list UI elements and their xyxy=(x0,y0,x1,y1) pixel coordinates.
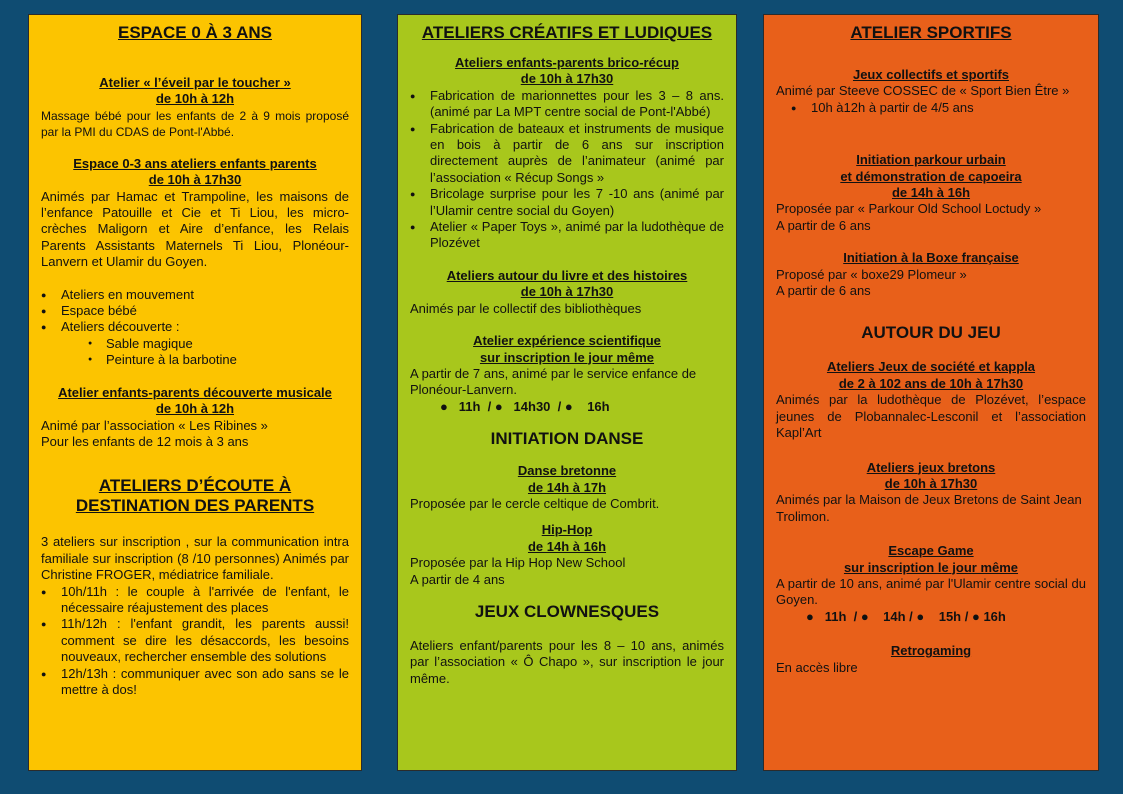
list-item: ● 11h/12h : l'enfant grandit, les parents aussi! comment se dire les désaccords, les besoins nouveaux, rechercher ensemble des solutions xyxy=(41,616,349,665)
atelier-text: Animés par le collectif des bibliothèques xyxy=(410,300,642,316)
atelier-text: En accès libre xyxy=(776,659,858,675)
list-item: ● Ateliers en mouvement xyxy=(41,287,349,303)
list-item: ● Espace bébé xyxy=(41,303,349,319)
atelier-title: Initiation à la Boxe française xyxy=(843,250,1019,266)
atelier-time: de 2 à 102 ans de 10h à 17h30 xyxy=(838,375,1024,391)
atelier-title: Atelier « l’éveil par le toucher » xyxy=(99,75,291,90)
atelier-times: ● 11h / ● 14h / ● 15h / ● 16h xyxy=(806,608,1006,624)
section-title: ATELIERS CRÉATIFS ET LUDIQUES xyxy=(421,23,713,42)
atelier-text: Animés par la Maison de Jeux Bretons de Saint Jean Trolimon. xyxy=(776,492,1082,524)
atelier-text: A partir de 7 ans, animé par le service enfance de Plonéour-Lanvern. xyxy=(410,365,697,398)
atelier-time: de 10h à 17h30 xyxy=(148,172,242,188)
atelier-title: Retrogaming xyxy=(890,643,972,659)
atelier-title: Initiation parkour urbain xyxy=(856,152,1006,168)
atelier-text: Proposée par la Hip Hop New School xyxy=(410,555,626,571)
atelier-time: de 10h à 17h30 xyxy=(884,475,978,491)
atelier-title: Jeux collectifs et sportifs xyxy=(852,67,1010,82)
atelier-text: Proposée par le cercle celtique de Combrit. xyxy=(410,495,660,511)
atelier-text: Animés par Hamac et Trampoline, les maisons de l’enfance Patouille et Cie et Ti Liou, les micro-crèches Maligorn et Aire d’enfance, les Relais Parents Assistants Maternels Ti Liou, Plonéour-Lanvern et Ulamir du Goyen. xyxy=(41,188,349,270)
list-item: ● Atelier « Paper Toys », animé par la ludothèque de Plozévet xyxy=(410,219,724,252)
atelier-text: Pour les enfants de 12 mois à 3 ans xyxy=(41,433,249,449)
atelier-text: Proposée par « Parkour Old School Loctudy » xyxy=(776,201,1042,217)
list-item: ● Fabrication de marionnettes pour les 3 – 8 ans. (animé par La MPT centre social de Pont-l'Abbé) xyxy=(410,88,724,121)
atelier-title: Hip-Hop xyxy=(541,522,593,538)
sub-list-item: ● Sable magique xyxy=(41,336,349,352)
clown-text: Ateliers enfant/parents pour les 8 – 10 ans, animés par l’association « Ô Chapo », sur inscription le jour même. xyxy=(410,637,724,686)
section-title: ESPACE 0 À 3 ANS xyxy=(118,23,272,42)
section-title: AUTOUR DU JEU xyxy=(861,323,1001,343)
section-title: ATELIER SPORTIFS xyxy=(850,23,1012,42)
atelier-list xyxy=(41,287,349,369)
atelier-times: ● 11h / ● 14h30 / ● 16h xyxy=(440,398,610,414)
sub-list-item: ● Peinture à la barbotine xyxy=(41,352,349,368)
list-item: ● 12h/13h : communiquer avec son ado sans se le mettre à dos! xyxy=(41,666,349,699)
atelier-list xyxy=(410,88,724,252)
atelier-title: Atelier enfants-parents découverte musicale xyxy=(58,384,332,400)
list-item: ● Bricolage surprise pour les 7 -10 ans (animé par l’Ulamir centre social du Goyen) xyxy=(410,186,724,219)
atelier-time: de 10h à 17h30 xyxy=(520,284,614,300)
section-title: ATELIERS D’ÉCOUTE À xyxy=(98,476,292,496)
atelier-text: A partir de 4 ans xyxy=(410,571,505,587)
atelier-time: sur inscription le jour même xyxy=(843,559,1019,575)
section-title: INITIATION DANSE xyxy=(490,429,644,449)
atelier-title: Ateliers enfants-parents brico-récup xyxy=(455,55,679,70)
atelier-title: et démonstration de capoeira xyxy=(840,168,1022,184)
atelier-title: Escape Game xyxy=(888,543,974,559)
atelier-text: Proposé par « boxe29 Plomeur » xyxy=(776,266,967,282)
atelier-text: Animé par Steeve COSSEC de « Sport Bien Être » xyxy=(776,83,1070,99)
list-item: ● 10h à12h à partir de 4/5 ans xyxy=(791,100,1086,116)
atelier-text: A partir de 10 ans, animé par l'Ulamir centre social du Goyen. xyxy=(776,575,1086,608)
atelier-time: sur inscription le jour même xyxy=(479,349,655,365)
column-ateliers-sportifs xyxy=(763,14,1099,771)
atelier-time: de 14h à 16h xyxy=(891,185,971,201)
column-espace-0-3-ans xyxy=(28,14,362,771)
atelier-title: Ateliers jeux bretons xyxy=(866,459,996,475)
ecoute-text: 3 ateliers sur inscription , sur la communication intra familiale sur inscription (8 /10 personnes) Animés par Christine FROGER, médiatrice familiale. xyxy=(41,534,349,583)
ecoute-list xyxy=(41,584,349,699)
atelier-title: Espace 0-3 ans ateliers enfants parents xyxy=(73,155,317,171)
atelier-time: de 10h à 12h xyxy=(155,401,235,417)
atelier-title: Ateliers Jeux de société et kappla xyxy=(826,359,1036,375)
atelier-text: Animé par l’association « Les Ribines » xyxy=(41,417,268,433)
atelier-time: de 10h à 17h30 xyxy=(520,71,614,87)
column-ateliers-creatifs xyxy=(397,14,737,771)
atelier-list xyxy=(776,100,1086,116)
list-item: ● Ateliers découverte : xyxy=(41,319,349,335)
atelier-time: de 14h à 17h xyxy=(527,479,607,495)
atelier-text: A partir de 6 ans xyxy=(776,217,871,233)
section-title: JEUX CLOWNESQUES xyxy=(474,601,660,621)
atelier-text: Animés par la ludothèque de Plozévet, l’espace jeunes de Plobannalec-Lesconil et l’association Kapl’Art xyxy=(776,392,1086,441)
atelier-text: Massage bébé pour les enfants de 2 à 9 mois proposé par la PMI du CDAS de Pont-l'Abbé. xyxy=(41,108,349,139)
list-item: ● Fabrication de bateaux et instruments de musique en bois à partir de 6 ans sur inscription directement auprès de l’animateur (animé par l’association « Récup Songs » xyxy=(410,121,724,187)
atelier-time: de 10h à 12h xyxy=(155,91,235,107)
atelier-title: Ateliers autour du livre et des histoires xyxy=(446,267,688,283)
section-title: DESTINATION DES PARENTS xyxy=(75,496,315,516)
atelier-title: Danse bretonne xyxy=(517,463,617,479)
atelier-title: Atelier expérience scientifique xyxy=(473,333,661,349)
atelier-time: de 14h à 16h xyxy=(527,538,607,554)
list-item: ● 10h/11h : le couple à l'arrivée de l'enfant, le nécessaire réajustement des places xyxy=(41,584,349,617)
atelier-text: A partir de 6 ans xyxy=(776,283,871,299)
